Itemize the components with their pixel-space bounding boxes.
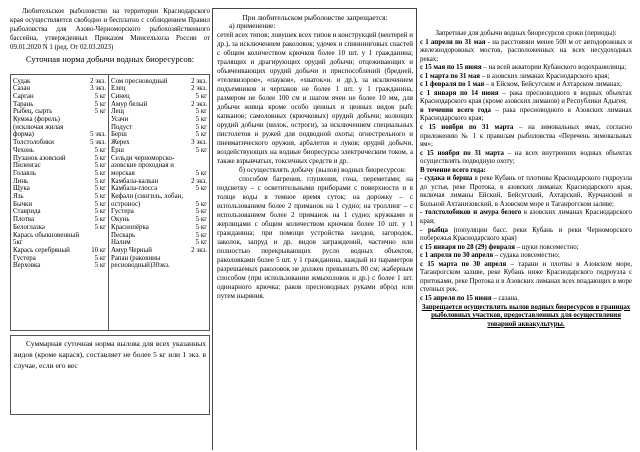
species-name: Ставрида [13,208,41,216]
prohibited-b-title: б) осуществлять добычу (вылов) водных биоресурсов: [239,166,407,174]
limit-row [111,116,207,124]
species-name: Синец [111,92,130,100]
species-name: Густера [111,208,134,216]
species-limit: 5 кг [94,169,106,177]
species-name: азовские проходная и [111,162,174,170]
species-limit: 2 экз. [191,247,207,254]
limit-row [111,255,207,263]
species-name: Усачи [111,116,129,124]
species-name: остронос) [111,200,141,208]
limit-row [111,239,207,247]
limit-row [13,208,106,216]
species-limit: 5 кг [195,208,207,216]
species-name: Окунь [111,216,130,224]
ban-item: с 1 апреля по 31 мая - на расстоянии менее 500 м от автодорожных и железнодорожных мостов, расположенных на всех несудоходных реках; [420,38,632,63]
limit-row [13,147,106,155]
species-name: Пиленгас [13,162,41,170]
limit-row [13,216,106,224]
limit-row [13,124,106,132]
species-name: Пузанок азовский [13,154,66,162]
species-limit: 5 кг [195,185,207,193]
limit-row [111,131,207,139]
limit-row [111,224,207,232]
species-limit: 5 кг [195,108,207,116]
species-name: Бычки [13,200,33,208]
species-name: Налим [111,239,131,247]
ban-item: с 15 января по 28 (29) февраля – щуки повсеместно; [420,243,579,251]
limit-row [111,124,207,132]
limit-row [13,85,106,93]
species-name: Линь [13,177,29,185]
species-limit: 5 кг [195,123,207,131]
species-name: Камбала-глосса [111,185,158,193]
prohibited-header: При любительском рыболовстве запрещается: [242,13,388,22]
species-name: Амур Черный [111,247,152,254]
limit-row [111,185,207,193]
limits-table [10,74,210,331]
limit-row [13,239,106,247]
limit-row [13,93,106,101]
limit-row [13,155,106,163]
species-limit: 2 экз. [191,177,207,185]
limit-row [13,78,106,86]
prohibited-a-text: сетей всех типов; ловушек всех типов и конструкций (вентерей и др.), за исключением раколовок; удочек и спиннинговых снастей с общим количеством крючков более 10 шт. у 1 гражданина; тралящих и драгирующих орудий добычи; отцеживающих и объячеивающих орудий добычи и приспособлений (бредней, «телевизоров», «пауков», «хваток»и. и др.), за исключением подъемников и черпаков не более 1 шт. у 1 гражданина, размером не более 100 см и шагом ячеи не более 10 мм, для добычи живца кроме особо ценных и ценных видов рыб; капканов; самоловных (крючковых) орудий добычи; колющих орудий добычи (вилок, остроги), за исключением специальных пистолетов и ружей для подводной охоты; огнестрельного и пневматического оружия, арбалетов и луков; орудий добычи, воздействующих на водные биоресурсы электрическим током, а также взрывчатых, токсичных средств и др. [217,31,413,165]
species-name: Тарань [13,100,34,108]
limit-row [111,85,207,93]
species-limit: 5 кг [94,200,106,208]
limit-row [13,224,106,232]
species-name: Голавль [13,169,36,177]
species-limit: 5 кг [195,200,207,208]
prohibited-column [212,8,417,450]
species-name: Краснопёрка [111,223,149,231]
ban-item: с 15 марта по 30 апреля – тарани и плотвы в Азовском море, Таганрогском заливе, реке Кубань ниже Краснодарского гидроузла с притоками, реке Протока и в Азовских лиманах всех впадающих в море степных рек. [420,260,632,294]
species-name: Карась обыкновенный [13,231,80,239]
species-name: Елец [111,85,126,93]
limit-row [13,193,106,201]
limit-row [111,93,207,101]
species-limit: 5 кг [195,216,207,224]
species-limit: 5 кг [195,146,207,154]
species-limit: 2 экз. [191,77,207,85]
species-name: морская [111,169,135,177]
species-limit: 5 кг [195,239,207,247]
species-name: Щука [13,185,30,193]
species-limit: 5 кг [94,177,106,185]
limits-column [10,8,210,450]
summary-text: Суммарная суточная норма вылова для всех указанных видов (кроме карася), составляет не более 5 кг или 1 экз. в случае, если его вес [14,338,206,370]
species-name: ресноводный)30экз. [111,262,170,270]
limit-row [13,116,106,124]
ban-item: с 1 февраля по 1 мая – в Ейском, Бейсугском и Ахтарском лиманах; [420,81,622,89]
limit-row [111,208,207,216]
limit-row [13,247,106,255]
species-limit: 5 экз. [90,139,106,147]
species-limit: 5 кг [195,116,207,124]
ban-item: с 15 ноября по 31 марта – на всех внутренних водных объектах осуществлять подводную охоту; [420,149,632,166]
species-limit: 3 экз. [90,85,106,93]
species-limit: 5 кг [195,131,207,139]
limit-row [13,131,106,139]
species-limit: 5 экз. [90,131,106,139]
species-name: Пескарь [111,231,136,239]
species-limit: 3 экз. [191,139,207,147]
limit-row [13,201,106,209]
species-limit: 2 экз. [191,100,207,108]
species-limit: 5 кг [94,216,106,224]
limit-row [13,185,106,193]
species-limit: 5 кг [94,262,106,270]
prohibited-b-text: способом багрения, глушения, гона, переметами; на подсветку – с осветительными приборами с поверхности и в толще воды в темное время суток; на дорожку – с использованием более 2 приманок на 1 судно; на троллинг – с использованием более 2 приманок на 1 судно; кружками и жерлицами с общим количеством крючков более 10 шт. у 1 гражданина; при помощи устройства заездов, загородок, заколок, запруд и др. видов заграждений, частично или полностью перекрывающих русло водных объектов, раколовками более 5 шт. у 1 гражданина, каждый из параметров разрешаемых раколовок не должен превышать 80 см; жаберным способом (при использовании жмыхоловок и др.) с более 1 шт. одинарного крючка; раков пресноводных руками вброд или путем ныряния. [217,175,413,300]
limits-title: Суточная норма добычи водных биоресурсов: [25,53,195,64]
species-limit: 5 кг [94,108,106,116]
ban-item: с 15 апреля по 15 июня – сазана. [420,294,519,302]
species-limit: 5 кг [94,185,106,193]
intro-text: Любительское рыболовство на территории Краснодарского края осуществляется свободно и бесплатно с соблюдением Правил рыболовства для Азово-Черноморского рыбохозяйственного бассейна, утвержденных Приказом Минсельхоза России от 09.01.2020 N 1 (ред. От 02.03.2023) [10,8,210,51]
ban-item: с 15 ноября по 31 марта – на зимовальных ямах, согласно приложению № 1 к правилам рыболовства «Перечень зимовальных ям»; [420,124,632,149]
limit-row [111,178,207,186]
ban-item: с 1 апреля по 30 апреля – судака повсеместно; [420,252,560,260]
species-name: Подуст [111,123,133,131]
species-limit: 5 кг [94,193,106,201]
species-name: Язь [13,193,24,201]
limit-row [111,216,207,224]
limit-row [111,232,207,240]
ban-item: - рыбца (популяции басс. реки Кубань и реки Черноморского побережья Краснодарского края) [420,226,632,243]
species-limit: 5 кг [94,162,106,170]
species-name: Жерех [111,139,130,147]
limit-row [13,232,106,240]
species-limit: 5 кг [195,92,207,100]
species-limit: 5 кг [195,169,207,177]
species-name: Сом пресноводный [111,77,168,85]
species-limit: 5 кг [94,154,106,162]
species-limit: 5 кг [94,92,106,100]
limit-row [111,170,207,178]
species-limit: 5 кг [94,208,106,216]
species-name: Сарган [13,92,34,100]
species-limit: 2 экз. [191,85,207,93]
ban-item: с 15 мая по 15 июня – на всей акватории Кубанского водохранилища; [420,64,627,72]
species-limit: 5 кг [94,100,106,108]
species-name: Рапан (раковины [111,254,161,262]
ban-item: - толстолобиков и амура белого в азовских лиманах Краснодарского края; [420,209,632,226]
species-limit: 5 кг [94,146,106,154]
species-name: Лещ [111,108,124,116]
limit-row [111,193,207,201]
species-name: Толстолобики [13,139,54,147]
limit-row [13,178,106,186]
species-name: Ёрш [111,146,124,154]
species-name: Кумжа (форель) [13,116,60,124]
limit-row [13,108,106,116]
ban-item: - судака и берша в реке Кубань от плотины Краснодарского гидроузла до устья, реке Протока, в азовских лиманах Краснодарского края, включая лиманы Ейский, Бейсугский, Ахтарский, Курчанский и Больной Ахтанизовский, в Азовском море и Таганрогском заливе; [420,175,632,208]
limit-row [13,170,106,178]
ban-year-round-header: В течение всего года: [420,166,486,174]
limit-row [111,108,207,116]
limit-row [111,201,207,209]
limit-row [111,139,207,147]
limits-right-column [109,75,209,330]
species-name: форма) [13,131,34,139]
species-name: Камбала-калкан [111,177,159,185]
ban-item: в течении всего года – рака пресноводного в Азовских лиманах Краснодарского края; [420,106,632,123]
species-name: Сазан [13,85,31,93]
limits-left-column [11,75,109,330]
species-name: Судак [13,77,31,85]
limit-row [111,101,207,109]
species-limit: 5 кг [94,254,106,262]
ban-item: с 1 января по 14 июня – рака пресноводного в водных объектах Краснодарского края (кроме азовских лиманов) и Республики Адыгея; [420,89,632,106]
species-name: Сельди черноморско- [111,154,175,162]
limit-row [13,262,106,270]
summary-box [10,335,210,415]
limit-row [111,147,207,155]
species-name: Густера [13,254,36,262]
ban-item: с 1 марта по 31 мая – в азовских лиманах Краснодарского края; [420,72,610,80]
limit-row [13,255,106,263]
species-name: Белоглазка [13,223,45,231]
bans-title: Запретные для добычи водных биоресурсов сроки (периоды): [435,30,617,37]
species-name: Плотва [13,216,35,224]
limit-row [13,101,106,109]
limit-row [111,162,207,170]
species-name: Рыбец, сырть [13,108,53,116]
species-name: Карась серебряный [13,247,70,254]
limit-row [111,155,207,163]
species-name: Чехонь [13,146,34,154]
species-limit: 5 кг [195,223,207,231]
species-name: Амур белый [111,100,148,108]
species-name: Берш [111,131,127,139]
species-name: 5кг [13,239,23,247]
limit-row [111,247,207,255]
species-limit: 10 кг [91,247,106,254]
species-name: Кефали (сингиль, лобан, [111,193,184,201]
bans-final-notice: Запрещается осуществлять вылов водных биоресурсов в границах рыболовных участков, предоставленных для осуществления товарной аквакультуры. [421,303,631,328]
limit-row [111,262,207,270]
prohibited-a-title: а) применение: [229,22,276,30]
bans-column [420,8,632,450]
species-limit: 5 кг [195,231,207,239]
limit-row [13,162,106,170]
limit-row [111,78,207,86]
species-limit: 5 кг [94,223,106,231]
species-name: (исключая жилая [13,123,64,131]
limit-row [13,139,106,147]
species-name: Верховка [13,262,41,270]
species-limit: 2 экз. [90,77,106,85]
